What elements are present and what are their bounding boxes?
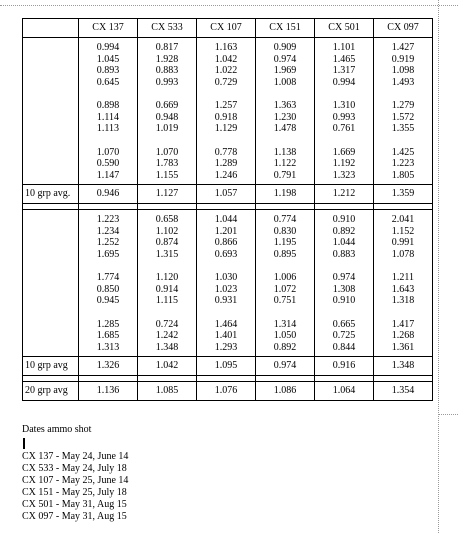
data-cell	[315, 210, 374, 357]
group-value: 0.892	[332, 225, 356, 237]
group-value: 0.778	[214, 146, 238, 158]
group-value: 1.242	[155, 330, 179, 341]
group-value: 0.919	[391, 53, 415, 65]
data-cell	[79, 38, 138, 185]
group-value: 1.120	[155, 272, 179, 283]
group-value: 0.994	[332, 76, 356, 88]
data-cell	[374, 210, 433, 357]
header-cell: CX 097	[374, 19, 433, 38]
group-value: 1.257	[214, 100, 238, 111]
date-line: CX 097 - May 31, Aug 15	[22, 511, 127, 522]
shot-group	[315, 272, 373, 307]
notes-section	[22, 424, 128, 523]
group-value: 1.042	[214, 53, 238, 65]
group-value: 1.195	[273, 237, 297, 248]
group-value: 1.122	[273, 158, 297, 169]
shot-group	[197, 319, 255, 354]
group-value: 0.910	[332, 295, 356, 306]
group-value: 1.289	[214, 158, 238, 169]
group-value: 0.918	[214, 111, 238, 123]
data-cell	[197, 210, 256, 357]
group-value: 1.308	[332, 283, 356, 295]
group-value: 1.317	[332, 65, 356, 76]
group-value: 0.974	[273, 53, 297, 65]
shot-group	[197, 100, 255, 135]
group-value: 1.355	[391, 123, 415, 134]
group-value: 1.669	[332, 146, 356, 158]
shot-group	[79, 214, 137, 260]
avg-value: 0.946	[79, 185, 138, 204]
group-value: 1.201	[214, 225, 238, 237]
date-line: CX 501 - May 31, Aug 15	[22, 499, 127, 510]
header-cell: CX 107	[197, 19, 256, 38]
shot-group	[79, 272, 137, 307]
group-value: 0.893	[96, 65, 120, 76]
group-value: 1.230	[273, 111, 297, 123]
shot-group	[197, 272, 255, 307]
group-value: 1.695	[96, 248, 120, 260]
shot-group	[79, 147, 137, 182]
notes-lines	[22, 451, 128, 523]
group-value: 0.974	[332, 272, 356, 283]
group-value: 2.041	[391, 214, 415, 225]
group-value: 0.751	[273, 295, 297, 306]
group-value: 1.006	[273, 272, 297, 283]
avg-row	[23, 185, 433, 204]
group-value: 1.115	[155, 295, 179, 306]
group-value: 0.774	[273, 214, 297, 225]
group-value: 1.147	[96, 169, 120, 181]
group-value: 0.909	[273, 42, 297, 53]
avg-label: 10 grp avg.	[23, 185, 79, 204]
group-value: 1.361	[391, 341, 415, 353]
data-cell	[315, 38, 374, 185]
group-value: 1.008	[273, 76, 297, 88]
group-value: 0.892	[273, 341, 297, 353]
group-value: 1.138	[273, 146, 297, 158]
margin-guide-top	[0, 5, 458, 6]
group-value: 0.791	[273, 169, 297, 181]
group-value: 1.019	[155, 123, 179, 134]
avg-value: 1.127	[138, 185, 197, 204]
group-value: 0.895	[273, 248, 297, 260]
shot-group	[256, 42, 314, 88]
group-value: 0.874	[155, 237, 179, 248]
date-line: CX 107 - May 25, June 14	[22, 475, 129, 486]
group-value: 1.315	[155, 248, 179, 260]
header-cell: CX 501	[315, 19, 374, 38]
group-value: 1.572	[391, 111, 415, 123]
group-value: 1.285	[96, 318, 120, 330]
group-value: 1.268	[391, 330, 415, 341]
shot-group	[138, 147, 196, 182]
shot-group	[138, 42, 196, 88]
shot-group	[138, 100, 196, 135]
group-value: 1.072	[273, 283, 297, 295]
group-value: 0.645	[96, 76, 120, 88]
total-avg-label: 20 grp avg	[23, 382, 79, 401]
shot-group	[79, 42, 137, 88]
total-avg-value: 1.064	[315, 382, 374, 401]
shot-group	[138, 319, 196, 354]
shot-group	[315, 319, 373, 354]
group-value: 1.774	[96, 272, 120, 283]
group-value: 1.685	[96, 330, 120, 341]
shot-group	[256, 147, 314, 182]
header-cell: CX 533	[138, 19, 197, 38]
header-cell: CX 151	[256, 19, 315, 38]
shot-group	[256, 272, 314, 307]
group-value: 1.318	[391, 295, 415, 306]
group-value: 1.464	[214, 318, 238, 330]
data-row-section-2	[23, 210, 433, 357]
shot-group	[315, 214, 373, 260]
group-size-table	[22, 18, 433, 401]
group-value: 1.163	[214, 42, 238, 53]
group-value: 1.022	[214, 65, 238, 76]
data-cell	[138, 210, 197, 357]
avg-value: 0.974	[256, 357, 315, 376]
group-value: 1.098	[391, 65, 415, 76]
total-avg-value: 1.354	[374, 382, 433, 401]
group-value: 1.211	[391, 272, 415, 283]
shot-group	[315, 42, 373, 88]
shot-group	[374, 42, 432, 88]
group-value: 1.246	[214, 169, 238, 181]
group-value: 1.070	[96, 146, 120, 158]
shot-group	[197, 147, 255, 182]
group-value: 1.313	[96, 341, 120, 353]
group-value: 1.152	[391, 225, 415, 237]
group-value: 1.114	[96, 111, 120, 123]
date-line: CX 137 - May 24, June 14	[22, 451, 129, 462]
group-value: 0.883	[155, 65, 179, 76]
header-cell: CX 137	[79, 19, 138, 38]
data-cell	[197, 38, 256, 185]
total-avg-row	[23, 382, 433, 401]
date-line: CX 533 - May 24, July 18	[22, 463, 127, 474]
group-value: 1.223	[96, 214, 120, 225]
group-value: 1.783	[155, 158, 179, 169]
avg-value: 1.042	[138, 357, 197, 376]
group-value: 0.693	[214, 248, 238, 260]
group-value: 0.993	[332, 111, 356, 123]
shot-group	[79, 319, 137, 354]
group-value: 1.314	[273, 318, 297, 330]
group-value: 1.078	[391, 248, 415, 260]
date-line: CX 151 - May 25, July 18	[22, 487, 127, 498]
total-avg-value: 1.076	[197, 382, 256, 401]
table-body	[23, 19, 433, 401]
group-value: 0.991	[391, 237, 415, 248]
group-value: 0.898	[96, 100, 120, 111]
shot-group	[197, 214, 255, 260]
avg-value: 0.916	[315, 357, 374, 376]
group-value: 0.817	[155, 42, 179, 53]
shot-group	[374, 214, 432, 260]
group-value: 1.234	[96, 225, 120, 237]
avg-value: 1.057	[197, 185, 256, 204]
group-value: 0.866	[214, 237, 238, 248]
data-cell	[374, 38, 433, 185]
group-value: 0.910	[332, 214, 356, 225]
shot-group	[138, 214, 196, 260]
group-value: 0.590	[96, 158, 120, 169]
group-value: 0.761	[332, 123, 356, 134]
row-label-cell	[23, 38, 79, 185]
total-avg-value: 1.085	[138, 382, 197, 401]
group-value: 0.725	[332, 330, 356, 341]
avg-value: 1.348	[374, 357, 433, 376]
group-value: 1.101	[332, 42, 356, 53]
group-value: 1.252	[96, 237, 120, 248]
header-row	[23, 19, 433, 38]
group-value: 1.417	[391, 318, 415, 330]
group-value: 1.102	[155, 225, 179, 237]
shot-group	[315, 100, 373, 135]
avg-row	[23, 357, 433, 376]
group-value: 1.643	[391, 283, 415, 295]
avg-value: 1.212	[315, 185, 374, 204]
group-value: 1.044	[332, 237, 356, 248]
notes-title: Dates ammo shot	[22, 424, 92, 435]
group-value: 1.478	[273, 123, 297, 134]
group-value: 1.425	[391, 146, 415, 158]
group-value: 1.928	[155, 53, 179, 65]
group-value: 0.883	[332, 248, 356, 260]
group-value: 0.945	[96, 295, 120, 306]
shot-group	[256, 319, 314, 354]
row-label-cell	[23, 210, 79, 357]
group-value: 0.914	[155, 283, 179, 295]
group-value: 0.993	[155, 76, 179, 88]
group-value: 1.293	[214, 341, 238, 353]
data-row-section-1	[23, 38, 433, 185]
group-value: 0.948	[155, 111, 179, 123]
group-value: 0.724	[155, 318, 179, 330]
group-value: 1.323	[332, 169, 356, 181]
data-cell	[256, 38, 315, 185]
group-value: 1.070	[155, 146, 179, 158]
group-value: 0.665	[332, 318, 356, 330]
shot-group	[79, 100, 137, 135]
group-value: 1.023	[214, 283, 238, 295]
total-avg-value: 1.136	[79, 382, 138, 401]
data-cell	[256, 210, 315, 357]
group-value: 1.155	[155, 169, 179, 181]
shot-group	[374, 272, 432, 307]
shot-group	[138, 272, 196, 307]
avg-value: 1.198	[256, 185, 315, 204]
group-value: 1.050	[273, 330, 297, 341]
group-value: 1.348	[155, 341, 179, 353]
shot-group	[374, 100, 432, 135]
shot-group	[256, 100, 314, 135]
data-cell	[79, 210, 138, 357]
group-value: 0.994	[96, 42, 120, 53]
group-value: 1.465	[332, 53, 356, 65]
group-value: 1.427	[391, 42, 415, 53]
group-value: 1.310	[332, 100, 356, 111]
total-avg-value: 1.086	[256, 382, 315, 401]
shot-group	[197, 42, 255, 88]
header-blank-cell	[23, 19, 79, 38]
shot-group	[374, 147, 432, 182]
group-value: 1.192	[332, 158, 356, 169]
avg-value: 1.326	[79, 357, 138, 376]
group-value: 1.223	[391, 158, 415, 169]
shot-group	[256, 214, 314, 260]
group-value: 1.969	[273, 65, 297, 76]
group-value: 0.830	[273, 225, 297, 237]
group-value: 1.030	[214, 272, 238, 283]
group-value: 1.401	[214, 330, 238, 341]
group-value: 1.113	[96, 123, 120, 134]
group-value: 1.805	[391, 169, 415, 181]
group-value: 1.493	[391, 76, 415, 88]
group-value: 0.844	[332, 341, 356, 353]
avg-value: 1.359	[374, 185, 433, 204]
avg-value: 1.095	[197, 357, 256, 376]
group-value: 1.279	[391, 100, 415, 111]
group-value: 0.729	[214, 76, 238, 88]
group-value: 0.669	[155, 100, 179, 111]
margin-guide-right	[438, 0, 439, 533]
data-cell	[138, 38, 197, 185]
group-value: 1.363	[273, 100, 297, 111]
group-value: 0.931	[214, 295, 238, 306]
group-value: 0.850	[96, 283, 120, 295]
shot-group	[315, 147, 373, 182]
avg-label: 10 grp avg	[23, 357, 79, 376]
group-value: 1.045	[96, 53, 120, 65]
group-value: 0.658	[155, 214, 179, 225]
margin-guide-marker	[438, 414, 458, 415]
text-cursor	[23, 438, 25, 449]
group-value: 1.044	[214, 214, 238, 225]
shot-group	[374, 319, 432, 354]
group-value: 1.129	[214, 123, 238, 134]
